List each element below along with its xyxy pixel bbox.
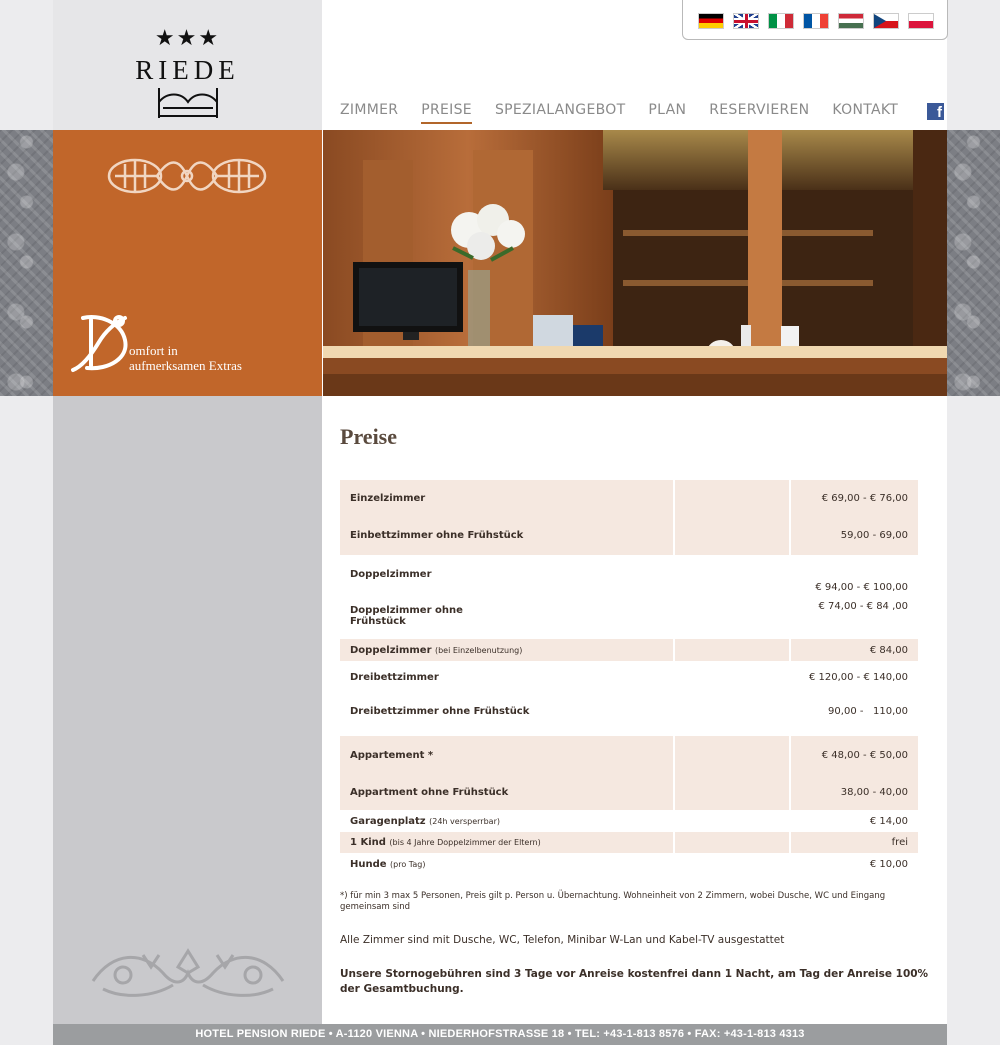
room-price: € 69,00 - € 76,00 bbox=[791, 480, 918, 516]
facebook-icon[interactable]: f bbox=[927, 103, 944, 120]
flag-uk-icon[interactable] bbox=[733, 13, 759, 29]
slogan-monogram-icon bbox=[69, 312, 133, 374]
room-name: 1 Kind (bis 4 Jahre Doppelzimmer der Eltern) bbox=[340, 832, 673, 853]
main-nav bbox=[340, 102, 921, 124]
table-row bbox=[340, 736, 918, 774]
ornament-strip-right bbox=[947, 130, 1000, 396]
flag-france-icon[interactable] bbox=[803, 13, 829, 29]
room-name: Dreibettzimmer ohne Frühstück bbox=[350, 705, 530, 717]
table-row bbox=[340, 639, 918, 661]
table-row bbox=[340, 593, 918, 639]
reception-photo bbox=[323, 130, 947, 396]
room-price: € 74,00 - € 84 ,00 bbox=[818, 601, 908, 612]
page-title: Preise bbox=[340, 424, 398, 449]
slogan-line-2: aufmerksamen Extras bbox=[129, 358, 242, 373]
flag-hungary-icon[interactable] bbox=[838, 13, 864, 29]
table-row bbox=[340, 563, 918, 593]
room-name: Einbettzimmer ohne Frühstück bbox=[340, 516, 673, 555]
room-name: Einzelzimmer bbox=[340, 480, 673, 516]
nav-item-kontakt[interactable]: KONTAKT bbox=[832, 102, 899, 118]
room-name: Doppelzimmer bbox=[350, 569, 432, 580]
room-price: 90,00 - 110,00 bbox=[828, 705, 908, 717]
table-row bbox=[340, 810, 918, 832]
room-price: 38,00 - 40,00 bbox=[791, 774, 918, 810]
room-price: € 14,00 bbox=[869, 815, 908, 827]
room-price: € 94,00 - € 100,00 bbox=[815, 582, 908, 593]
room-note: (pro Tag) bbox=[390, 859, 426, 869]
room-name: Appartment ohne Frühstück bbox=[340, 774, 673, 810]
table-row bbox=[340, 516, 918, 555]
reception-photo-image bbox=[323, 130, 947, 396]
room-name: Hunde (pro Tag) bbox=[350, 858, 426, 870]
bed-icon bbox=[157, 86, 219, 120]
ornament-icon bbox=[83, 941, 293, 1005]
room-price: frei bbox=[791, 832, 918, 853]
logo[interactable] bbox=[53, 0, 322, 130]
left-sidebar bbox=[53, 396, 322, 1024]
flag-italy-icon[interactable] bbox=[768, 13, 794, 29]
nav-item-reservieren[interactable]: RESERVIEREN bbox=[709, 102, 810, 118]
flag-poland-icon[interactable] bbox=[908, 13, 934, 29]
slogan-text bbox=[129, 343, 242, 373]
room-price: € 84,00 bbox=[791, 639, 918, 661]
room-name: Doppelzimmer ohne Frühstück bbox=[350, 605, 463, 627]
logo-stars-icon: ★★★ bbox=[154, 26, 221, 51]
logo-name: RIEDE bbox=[135, 55, 240, 85]
nav-item-zimmer[interactable]: ZIMMER bbox=[340, 102, 399, 118]
nav-item-plan[interactable]: PLAN bbox=[648, 102, 687, 118]
room-price: € 10,00 bbox=[869, 858, 908, 870]
room-price: 59,00 - 69,00 bbox=[791, 516, 918, 555]
room-note: (bei Einzelbenutzung) bbox=[434, 645, 523, 655]
room-name: Dreibettzimmer bbox=[350, 672, 439, 683]
slogan-line-1: omfort in bbox=[129, 343, 178, 358]
room-note: (bis 4 Jahre Doppelzimmer der Eltern) bbox=[389, 838, 541, 847]
ornament-strip-left bbox=[0, 130, 53, 396]
flag-germany-icon[interactable] bbox=[698, 13, 724, 29]
table-row bbox=[340, 694, 918, 728]
table-row bbox=[340, 661, 918, 694]
table-row bbox=[340, 480, 918, 516]
room-name: Appartement * bbox=[340, 736, 673, 774]
ornament-icon bbox=[105, 148, 269, 208]
cancellation-policy: Unsere Stornogebühren sind 3 Tage vor Anreise kostenfrei dann 1 Nacht, am Tag der Anreise 100% der Gesamtbuchung. bbox=[340, 968, 929, 995]
footer-contact: HOTEL PENSION RIEDE • A-1120 VIENNA • NIEDERHOFSTRASSE 18 • TEL: +43-1-813 8576 • FAX: +43-1-813 4313 bbox=[53, 1024, 947, 1045]
equipment-note: Alle Zimmer sind mit Dusche, WC, Telefon, Minibar W-Lan und Kabel-TV ausgestattet bbox=[340, 934, 785, 946]
apartment-footnote: *) für min 3 max 5 Personen, Preis gilt p. Person u. Übernachtung. Wohneinheit von 2 Zimmern, wobei Dusche, WC und Eingang gemeinsam sind bbox=[340, 891, 886, 912]
table-row bbox=[340, 774, 918, 810]
room-name: Garagenplatz (24h versperrbar) bbox=[350, 815, 500, 827]
price-table bbox=[340, 480, 918, 875]
nav-item-preise[interactable]: PREISE bbox=[421, 102, 472, 124]
page bbox=[53, 0, 947, 1045]
banner-slogan-panel bbox=[53, 130, 322, 396]
room-name: Doppelzimmer (bei Einzelbenutzung) bbox=[340, 639, 673, 661]
room-price: € 48,00 - € 50,00 bbox=[791, 736, 918, 774]
table-row bbox=[340, 853, 918, 875]
nav-item-spezialangebot[interactable]: SPEZIALANGEBOT bbox=[494, 102, 626, 118]
language-selector bbox=[682, 0, 948, 40]
room-note: (24h versperrbar) bbox=[429, 816, 500, 826]
table-row bbox=[340, 832, 918, 853]
flag-czech-icon[interactable] bbox=[873, 13, 899, 29]
room-price: € 120,00 - € 140,00 bbox=[808, 672, 908, 683]
